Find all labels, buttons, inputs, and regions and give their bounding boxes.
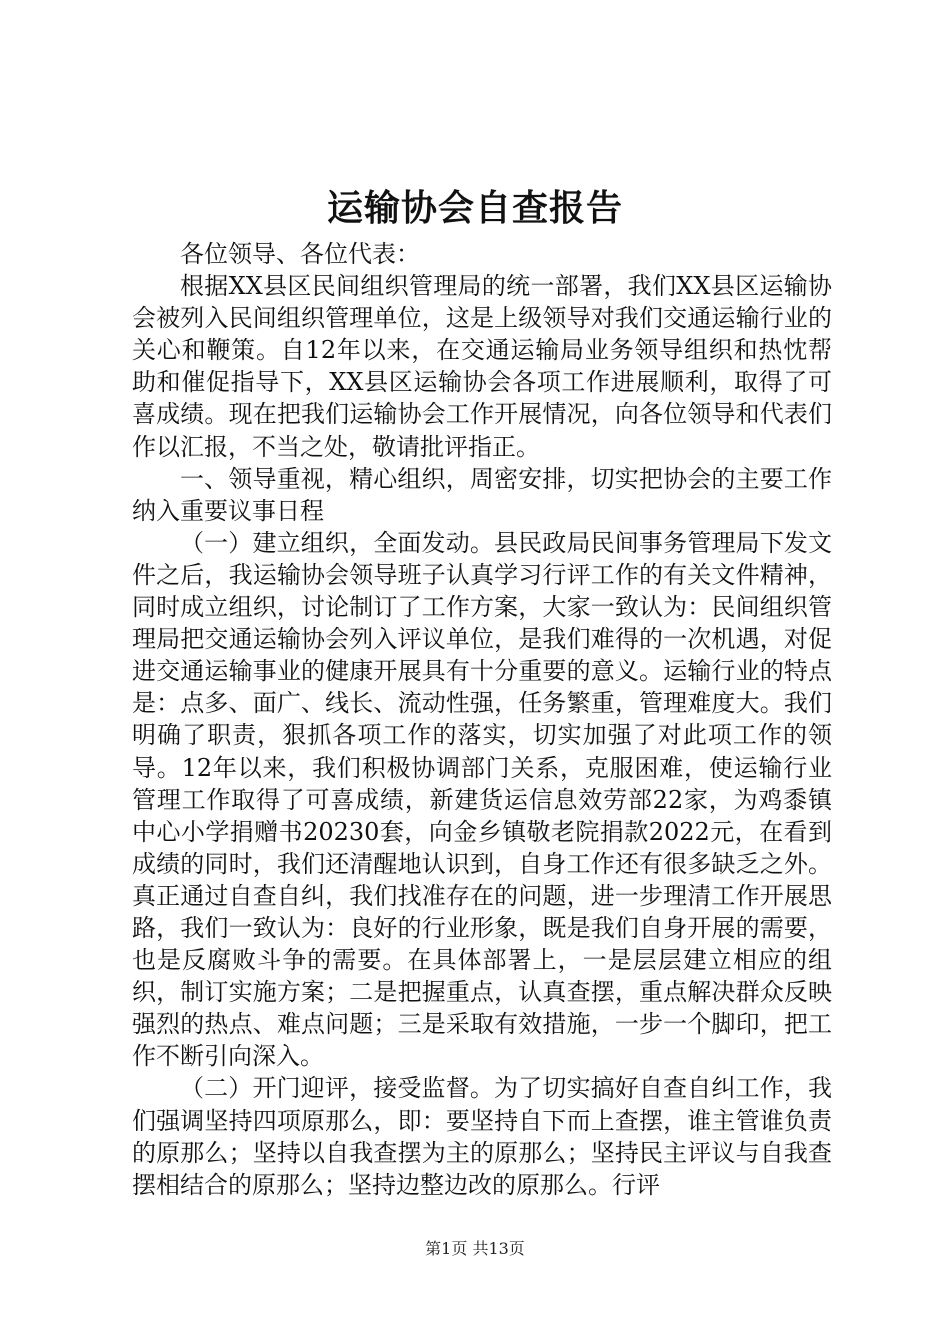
subsection-paragraph-1: （一）建立组织，全面发动。县民政局民间事务管理局下发文件之后，我运输协会领导班子认真学习行评工作的有关文件精神，同时成立组织，讨论制订了工作方案，大家一致认为：民间组织管理局把交通运输协会列入评议单位，是我们难得的一次机遇，对促进交通运输事业的健康开展具有十分重要的意义。运输行业的特点是：点多、面广、线长、流动性强，任务繁重，管理难度大。我们明确了职责，狠抓各项工作的落实，切实加强了对此项工作的领导。12年以来，我们积极协调部门关系，克服困难，使运输行业管理工作取得了可喜成绩，新建货运信息效劳部22家，为鸡黍镇中心小学捐赠书20230套，向金乡镇敬老院捐款2022元，在看到成绩的同时，我们还清醒地认识到，自身工作还有很多缺乏之外。真正通过自查自纠，我们找准存在的问题，进一步理清工作开展思路，我们一致认为：良好的行业形象，既是我们自身开展的需要，也是反腐败斗争的需要。在具体部署上，一是层层建立相应的组织，制订实施方案；二是把握重点，认真查摆，重点解决群众反映强烈的热点、难点问题；三是采取有效措施，一步一个脚印，把工作不断引向深入。 xyxy=(132,528,832,1071)
document-body xyxy=(132,238,832,1201)
intro-paragraph: 根据XX县区民间组织管理局的统一部署，我们XX县区运输协会被列入民间组织管理单位，这是上级领导对我们交通运输行业的关心和鞭策。自12年以来，在交通运输局业务领导组织和热忱帮助和催促指导下，XX县区运输协会各项工作进展顺利，取得了可喜成绩。现在把我们运输协会工作开展情况，向各位领导和代表们作以汇报，不当之处，敬请批评指正。 xyxy=(132,272,832,461)
document-title: 运输协会自查报告 xyxy=(326,187,623,229)
subsection-paragraph-2: （二）开门迎评，接受监督。为了切实搞好自查自纠工作，我们强调坚持四项原那么，即：要坚持自下而上查摆，谁主管谁负责的原那么；坚持以自我查摆为主的原那么；坚持民主评议与自我查摆相结合的原那么；坚持边整边改的原那么。行评 xyxy=(132,1074,832,1199)
salutation-paragraph: 各位领导、各位代表： xyxy=(180,240,420,268)
page-number-footer: 第1页 共13页 xyxy=(425,1239,525,1258)
section-heading-1: 一、领导重视，精心组织，周密安排，切实把协会的主要工作纳入重要议事日程 xyxy=(132,464,832,525)
